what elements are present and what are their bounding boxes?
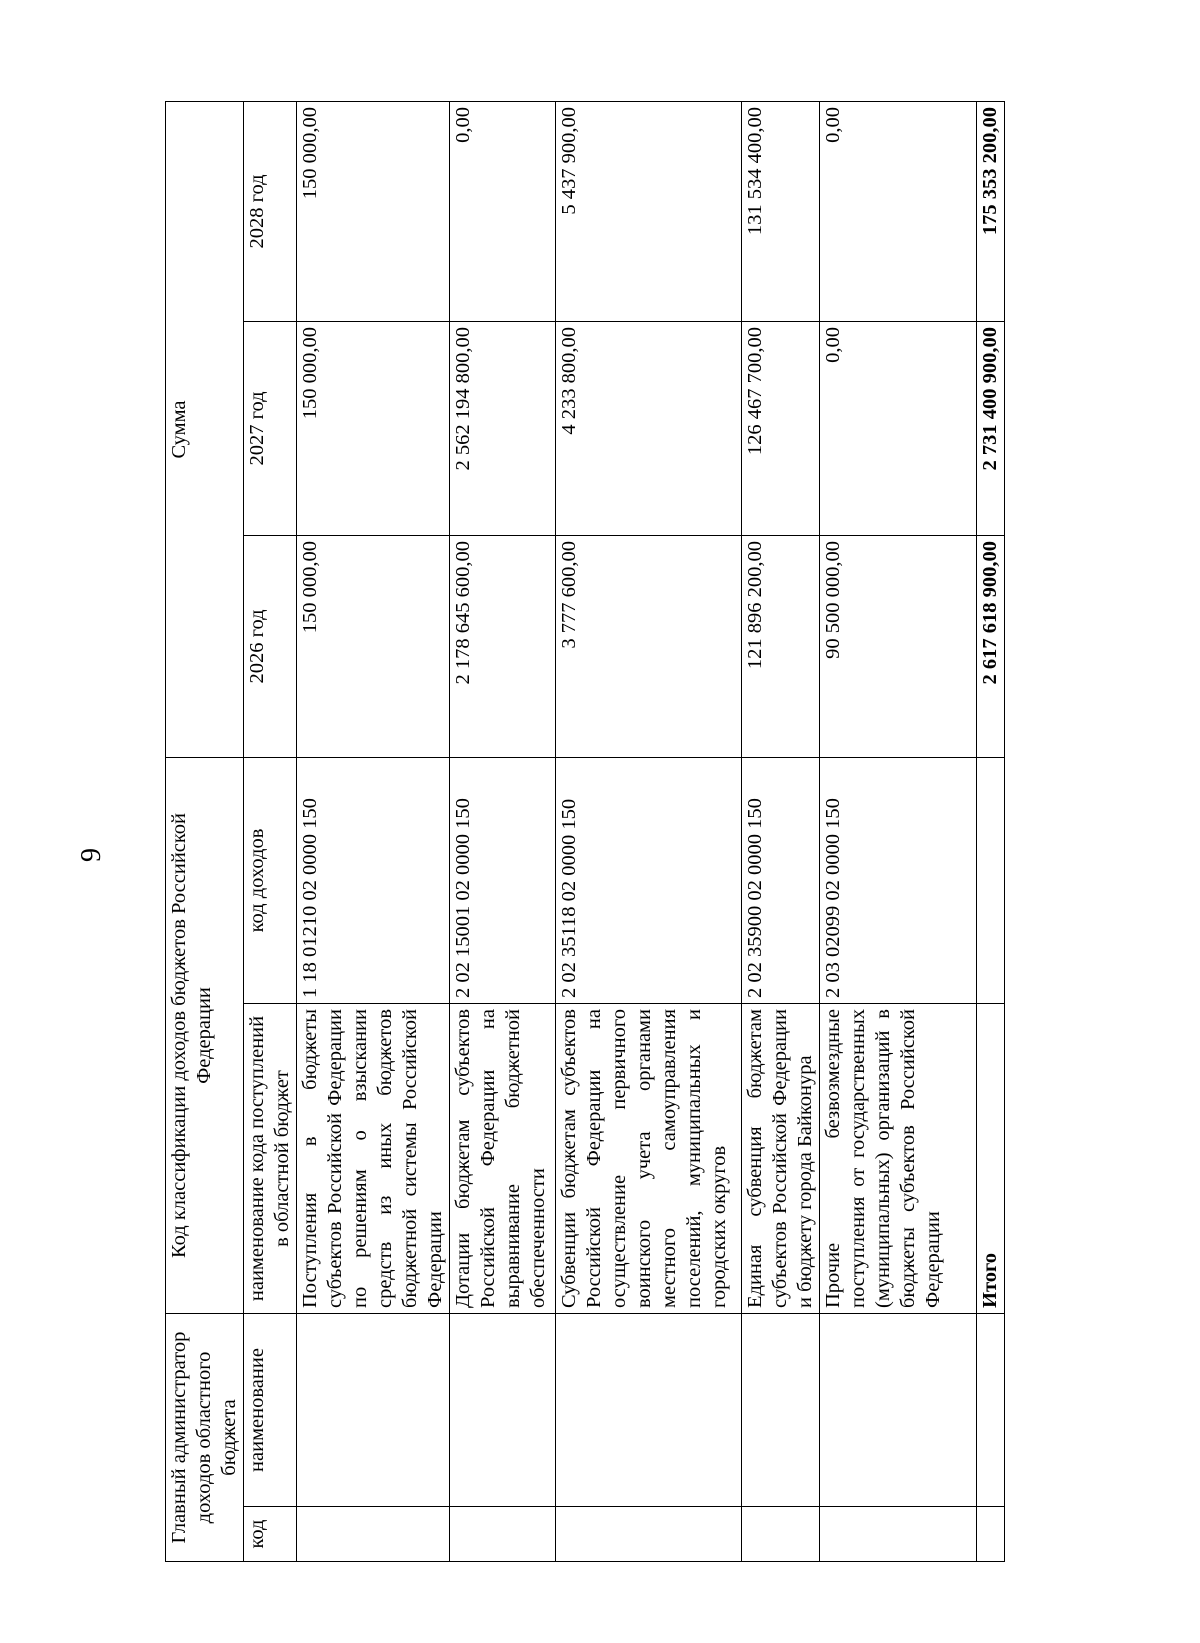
- table-row: [820, 101, 977, 1561]
- amount-2027-cell: 2 562 194 800,00: [450, 321, 556, 535]
- revenue-table: [165, 101, 1005, 1562]
- table-row: [297, 101, 450, 1561]
- revenue-code-cell: 1 18 01210 02 0000 150: [297, 757, 450, 1003]
- header-year-2026: 2026 год: [244, 535, 297, 757]
- page-number: 9: [76, 848, 107, 862]
- amount-2026-cell: 90 500 000,00: [820, 535, 977, 757]
- total-admin-name-cell: [977, 1314, 1005, 1507]
- amount-2027-cell: 126 467 700,00: [742, 321, 820, 535]
- admin-name-cell: [742, 1314, 820, 1507]
- admin-name-cell: [556, 1314, 742, 1507]
- revenue-name-cell: Поступления в бюджеты субъектов Российской Федерации по решениям о взыскании средств из иных бюджетов бюджетной системы Российской Федерации: [297, 1004, 450, 1314]
- total-code-cell: [977, 757, 1005, 1003]
- revenue-code-cell: 2 02 15001 02 0000 150: [450, 757, 556, 1003]
- revenue-code-cell: 2 03 02099 02 0000 150: [820, 757, 977, 1003]
- admin-code-cell: [450, 1507, 556, 1562]
- header-classification-group: Код классификации доходов бюджетов Российской Федерации: [166, 757, 244, 1313]
- admin-code-cell: [297, 1507, 450, 1562]
- revenue-name-cell: Дотации бюджетам субъектов Российской Федерации на выравнивание бюджетной обеспеченности: [450, 1004, 556, 1314]
- amount-2027-cell: 150 000,00: [297, 321, 450, 535]
- admin-name-cell: [450, 1314, 556, 1507]
- header-admin-group: Главный администратор доходов областного бюджета: [166, 1314, 244, 1562]
- admin-name-cell: [820, 1314, 977, 1507]
- amount-2027-cell: 4 233 800,00: [556, 321, 742, 535]
- header-year-2027: 2027 год: [244, 321, 297, 535]
- total-label: Итого: [977, 1004, 1005, 1314]
- amount-2028-cell: 0,00: [820, 101, 977, 321]
- admin-name-cell: [297, 1314, 450, 1507]
- rotated-table-container: [165, 102, 1001, 1562]
- total-row: [977, 101, 1005, 1561]
- header-revenue-code: код доходов: [244, 757, 297, 1003]
- admin-code-cell: [820, 1507, 977, 1562]
- revenue-code-cell: 2 02 35118 02 0000 150: [556, 757, 742, 1003]
- total-2027: 2 731 400 900,00: [977, 321, 1005, 535]
- amount-2026-cell: 2 178 645 600,00: [450, 535, 556, 757]
- total-2028: 175 353 200,00: [977, 101, 1005, 321]
- header-revenue-name: наименование кода поступлений в областной бюджет: [244, 1004, 297, 1314]
- admin-code-cell: [742, 1507, 820, 1562]
- revenue-code-cell: 2 02 35900 02 0000 150: [742, 757, 820, 1003]
- header-admin-code: код: [244, 1507, 297, 1562]
- amount-2028-cell: 0,00: [450, 101, 556, 321]
- total-admin-code-cell: [977, 1507, 1005, 1562]
- header-admin-name: наименование: [244, 1314, 297, 1507]
- amount-2028-cell: 150 000,00: [297, 101, 450, 321]
- revenue-name-cell: Субвенции бюджетам субъектов Российской Федерации на осуществление первичного воинского учета органами местного самоуправления поселений, муниципальных и городских округов: [556, 1004, 742, 1314]
- amount-2026-cell: 3 777 600,00: [556, 535, 742, 757]
- amount-2028-cell: 131 534 400,00: [742, 101, 820, 321]
- amount-2028-cell: 5 437 900,00: [556, 101, 742, 321]
- table-row: [742, 101, 820, 1561]
- amount-2026-cell: 121 896 200,00: [742, 535, 820, 757]
- header-year-2028: 2028 год: [244, 101, 297, 321]
- total-2026: 2 617 618 900,00: [977, 535, 1005, 757]
- table-row: [450, 101, 556, 1561]
- header-sum-group: Сумма: [166, 101, 244, 757]
- revenue-name-cell: Прочие безвозмездные поступления от государственных (муниципальных) организаций в бюджеты субъектов Российской Федерации: [820, 1004, 977, 1314]
- amount-2027-cell: 0,00: [820, 321, 977, 535]
- admin-code-cell: [556, 1507, 742, 1562]
- table-row: [556, 101, 742, 1561]
- amount-2026-cell: 150 000,00: [297, 535, 450, 757]
- revenue-name-cell: Единая субвенция бюджетам субъектов Российской Федерации и бюджету города Байконура: [742, 1004, 820, 1314]
